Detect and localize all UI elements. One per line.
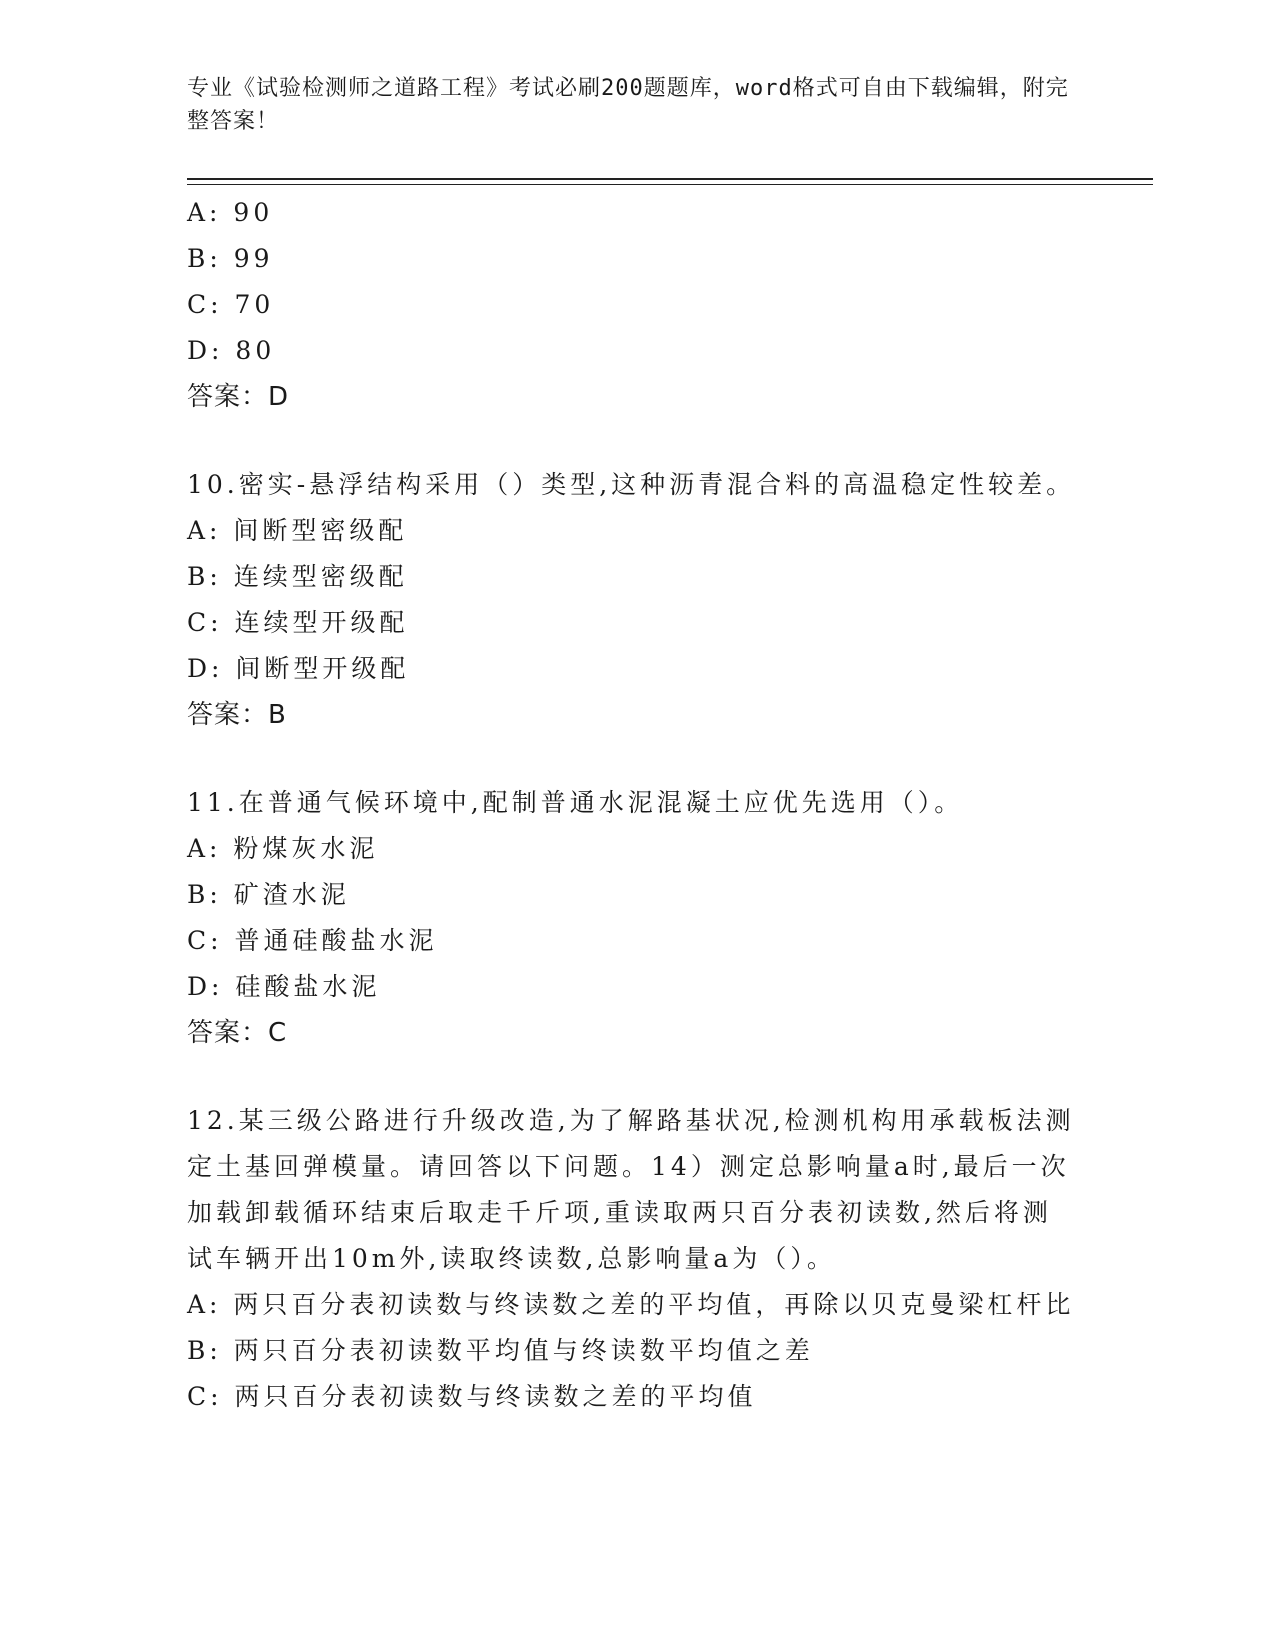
option-c: C: 普通硅酸盐水泥	[187, 926, 438, 955]
option-a: A: 两只百分表初读数与终读数之差的平均值，再除以贝克曼梁杠杆比	[187, 1290, 1075, 1319]
answer-line: 答案：C	[187, 1018, 288, 1048]
question-block-12	[187, 1098, 1087, 1420]
question-text-line-4: 试车辆开出10m外,读取终读数,总影响量a为（）。	[187, 1244, 836, 1273]
page-header: 专业《试验检测师之道路工程》考试必刷200题题库，word格式可自由下载编辑，附完整答案！	[187, 76, 1069, 134]
question-block-9	[187, 190, 1087, 420]
answer-line: 答案：D	[187, 382, 290, 412]
option-b: B: 两只百分表初读数平均值与终读数平均值之差	[187, 1336, 814, 1365]
question-list	[187, 190, 1087, 1420]
option-c: C: 70	[187, 290, 275, 319]
option-d: D: 硅酸盐水泥	[187, 972, 381, 1001]
header-rule-thin	[187, 184, 1153, 185]
question-text-line-3: 加载卸载循环结束后取走千斤项,重读取两只百分表初读数,然后将测	[187, 1198, 1052, 1227]
spacer	[187, 738, 1087, 780]
option-d: D: 间断型开级配	[187, 654, 410, 683]
answer-line: 答案：B	[187, 700, 287, 730]
question-text-line-2: 定土基回弹模量。请回答以下问题。14）测定总影响量a时,最后一次	[187, 1152, 1070, 1181]
spacer	[187, 420, 1087, 462]
option-b: B: 连续型密级配	[187, 562, 408, 591]
option-b: B: 矿渣水泥	[187, 880, 350, 909]
question-text-line-1: 12.某三级公路进行升级改造,为了解路基状况,检测机构用承载板法测	[187, 1106, 1075, 1135]
option-a: A: 90	[187, 198, 274, 227]
option-a: A: 间断型密级配	[187, 516, 408, 545]
question-block-10	[187, 462, 1087, 738]
option-c: C: 两只百分表初读数与终读数之差的平均值	[187, 1382, 757, 1411]
option-d: D: 80	[187, 336, 276, 365]
header-rule-thick	[187, 178, 1153, 180]
spacer	[187, 1056, 1087, 1098]
option-b: B: 99	[187, 244, 274, 273]
question-text: 11.在普通气候环境中,配制普通水泥混凝土应优先选用（）。	[187, 788, 964, 817]
option-c: C: 连续型开级配	[187, 608, 409, 637]
question-text: 10.密实-悬浮结构采用（）类型,这种沥青混合料的高温稳定性较差。	[187, 470, 1076, 499]
question-block-11	[187, 780, 1087, 1056]
option-a: A: 粉煤灰水泥	[187, 834, 379, 863]
